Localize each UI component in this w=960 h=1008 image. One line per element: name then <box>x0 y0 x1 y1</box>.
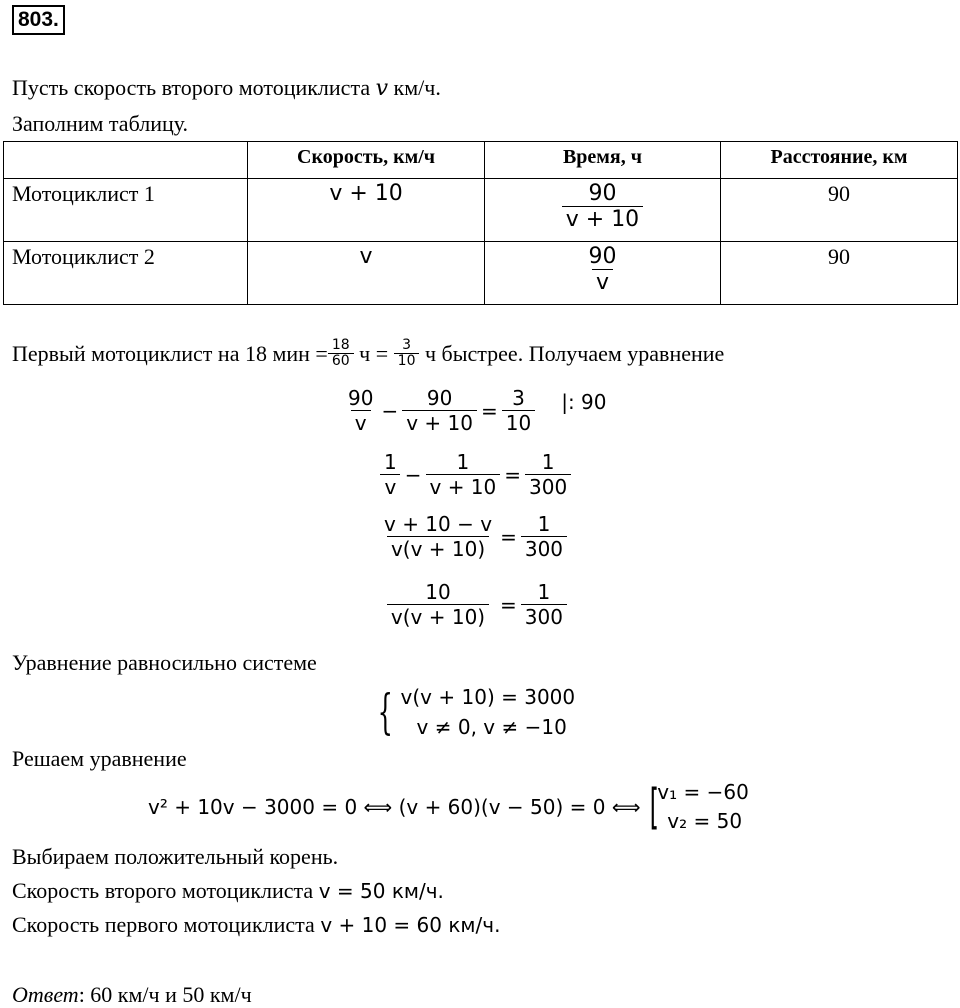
intro-unit: км/ч. <box>388 75 441 100</box>
fraction-denominator: 300 <box>525 474 571 499</box>
fraction-denominator: v + 10 <box>426 474 501 499</box>
fraction-numerator: 1 <box>537 580 551 604</box>
equals-sign: = <box>504 462 522 487</box>
root-2: v₂ = 50 <box>667 809 743 833</box>
row-time <box>484 179 720 242</box>
row-distance: 90 <box>721 179 958 242</box>
fraction-numerator: 18 <box>331 337 350 353</box>
table-header: Время, ч <box>484 142 720 179</box>
minus-sign: − <box>381 398 399 423</box>
fraction-denominator: 10 <box>394 353 420 369</box>
statement-text: ч = <box>353 340 394 366</box>
system-line-1: v(v + 10) = 3000 <box>400 685 576 709</box>
fraction-numerator: 90 <box>348 386 374 410</box>
conclusion-text: Скорость второго мотоциклиста <box>12 878 319 903</box>
answer-label: Ответ <box>12 982 79 1007</box>
statement-text: ч быстрее. Получаем уравнение <box>419 340 725 366</box>
time-denominator: v + 10 <box>562 206 643 232</box>
data-table <box>3 141 958 305</box>
fraction-denominator: 300 <box>521 604 567 629</box>
fraction-denominator: v(v + 10) <box>387 536 489 561</box>
equation-2 <box>380 450 571 499</box>
fraction-denominator: v + 10 <box>402 410 477 435</box>
row-speed: v + 10 <box>248 179 485 242</box>
system-intro: Уравнение равносильно системе <box>12 650 317 675</box>
fraction-denominator: 60 <box>328 353 354 369</box>
intro-line-2: Заполним таблицу. <box>12 111 189 136</box>
equals-sign: = <box>500 592 517 617</box>
row-distance: 90 <box>721 242 958 305</box>
table-header-row <box>4 142 958 179</box>
fraction-18-60 <box>328 338 354 369</box>
bracket-icon: [ <box>649 779 659 835</box>
statement-line <box>12 338 724 369</box>
solve-equation: v² + 10v − 3000 = 0 ⟺ (v + 60)(v − 50) = 0 ⟺ <box>148 795 641 819</box>
row-label: Мотоциклист 2 <box>4 242 248 305</box>
conclusion-math: v = 50 км/ч. <box>318 879 444 903</box>
fraction-numerator: v + 10 − v <box>384 512 493 536</box>
statement-text: Первый мотоциклист на 18 мин = <box>12 340 328 366</box>
row-time <box>484 242 720 305</box>
intro-text: Пусть скорость второго мотоциклиста <box>12 75 376 100</box>
conclusion-text: Скорость первого мотоциклиста <box>12 912 321 937</box>
conclusion-line-3 <box>12 912 500 938</box>
time-numerator: 90 <box>588 181 617 206</box>
equals-sign: = <box>480 398 498 423</box>
system-line-2: v ≠ 0, v ≠ −10 <box>416 715 567 739</box>
minus-sign: − <box>404 462 422 487</box>
fraction-numerator: 1 <box>456 450 470 474</box>
fraction-denominator: v <box>380 474 400 499</box>
equation-4 <box>380 580 567 629</box>
time-numerator: 90 <box>588 244 617 269</box>
fraction-denominator: 300 <box>521 536 567 561</box>
fraction-numerator: 3 <box>402 337 412 353</box>
fraction-numerator: 3 <box>512 386 525 410</box>
table-header: Скорость, км/ч <box>248 142 485 179</box>
row-speed: v <box>248 242 485 305</box>
conclusion-line-1: Выбираем положительный корень. <box>12 844 339 869</box>
root-1: v₁ = −60 <box>657 780 749 804</box>
answer-line <box>12 982 252 1008</box>
system <box>370 682 575 742</box>
conclusion-line-2 <box>12 878 444 904</box>
intro-line-1 <box>12 75 441 101</box>
intro-variable: v <box>375 76 389 101</box>
brace-icon: { <box>377 684 393 740</box>
table-row <box>4 242 958 305</box>
fraction-numerator: 10 <box>425 580 451 604</box>
problem-number: 803. <box>12 5 65 35</box>
conclusion-math: v + 10 = 60 км/ч. <box>320 913 501 937</box>
answer-text: : 60 км/ч и 50 км/ч <box>78 982 252 1007</box>
fraction-3-10 <box>394 338 420 369</box>
table-header: Расстояние, км <box>721 142 958 179</box>
fraction-numerator: 1 <box>537 512 551 536</box>
fraction-denominator: 10 <box>502 410 535 435</box>
fraction-numerator: 1 <box>541 450 555 474</box>
row-label: Мотоциклист 1 <box>4 179 248 242</box>
division-note: |: 90 <box>561 389 607 414</box>
time-denominator: v <box>592 269 613 295</box>
equation-1 <box>344 386 607 435</box>
solve-line <box>148 778 749 836</box>
fraction-numerator: 90 <box>426 386 453 410</box>
fraction-numerator: 1 <box>384 450 397 474</box>
table-row <box>4 179 958 242</box>
fraction-denominator: v(v + 10) <box>387 604 489 629</box>
equals-sign: = <box>500 524 517 549</box>
equation-3 <box>380 512 567 561</box>
solve-intro: Решаем уравнение <box>12 746 187 771</box>
table-header <box>4 142 248 179</box>
fraction-denominator: v <box>351 410 371 435</box>
